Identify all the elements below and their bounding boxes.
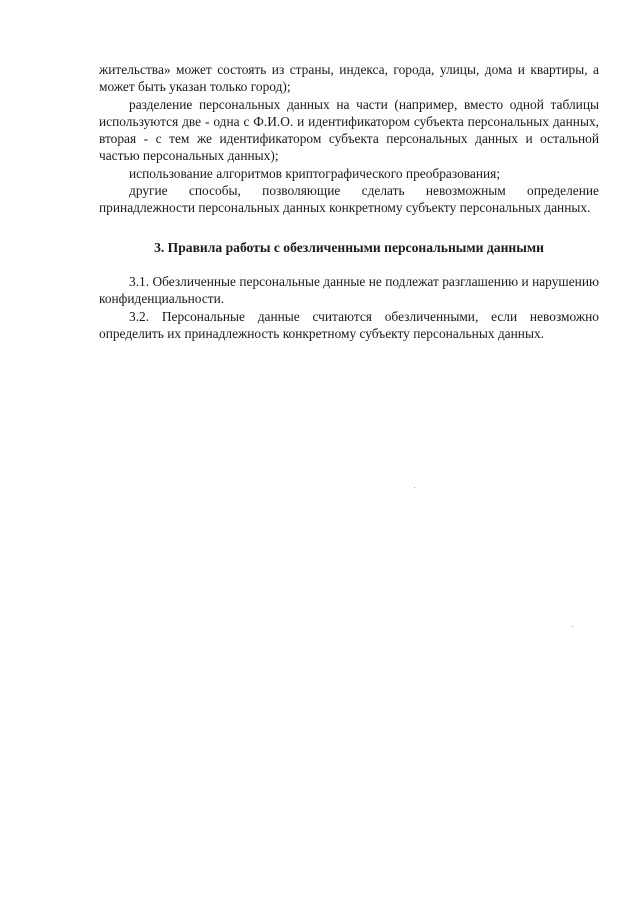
section-heading: 3. Правила работы с обезличенными персональными данными [154,239,544,255]
paragraph-other-methods: другие способы, позволяющие сделать невозможным определение принадлежности персональных данных конкретному субъекту персональных данных. [99,183,599,216]
paragraph-crypto: использование алгоритмов криптографического преобразования; [129,165,501,181]
paragraph-address-continuation: жительства» может состоять из страны, индекса, города, улицы, дома и квартиры, а может быть указан только город); [99,62,599,95]
document-body [99,61,599,342]
scan-speck [414,487,415,488]
paragraph-3-2: 3.2. Персональные данные считаются обезличенными, если невозможно определить их принадлежность конкретному субъекту персональных данных. [99,308,599,341]
paragraph-3-1: 3.1. Обезличенные персональные данные не подлежат разглашению и нарушению конфиденциальности. [99,273,599,307]
paragraph-split-data: разделение персональных данных на части (например, вместо одной таблицы используются две - одна с Ф.И.О. и идентификатором субъекта персональных данных, вторая - с тем же идентификатором субъекта персональных данных и остальной частью персональных данных); [99,96,599,164]
scan-speck [572,626,573,627]
